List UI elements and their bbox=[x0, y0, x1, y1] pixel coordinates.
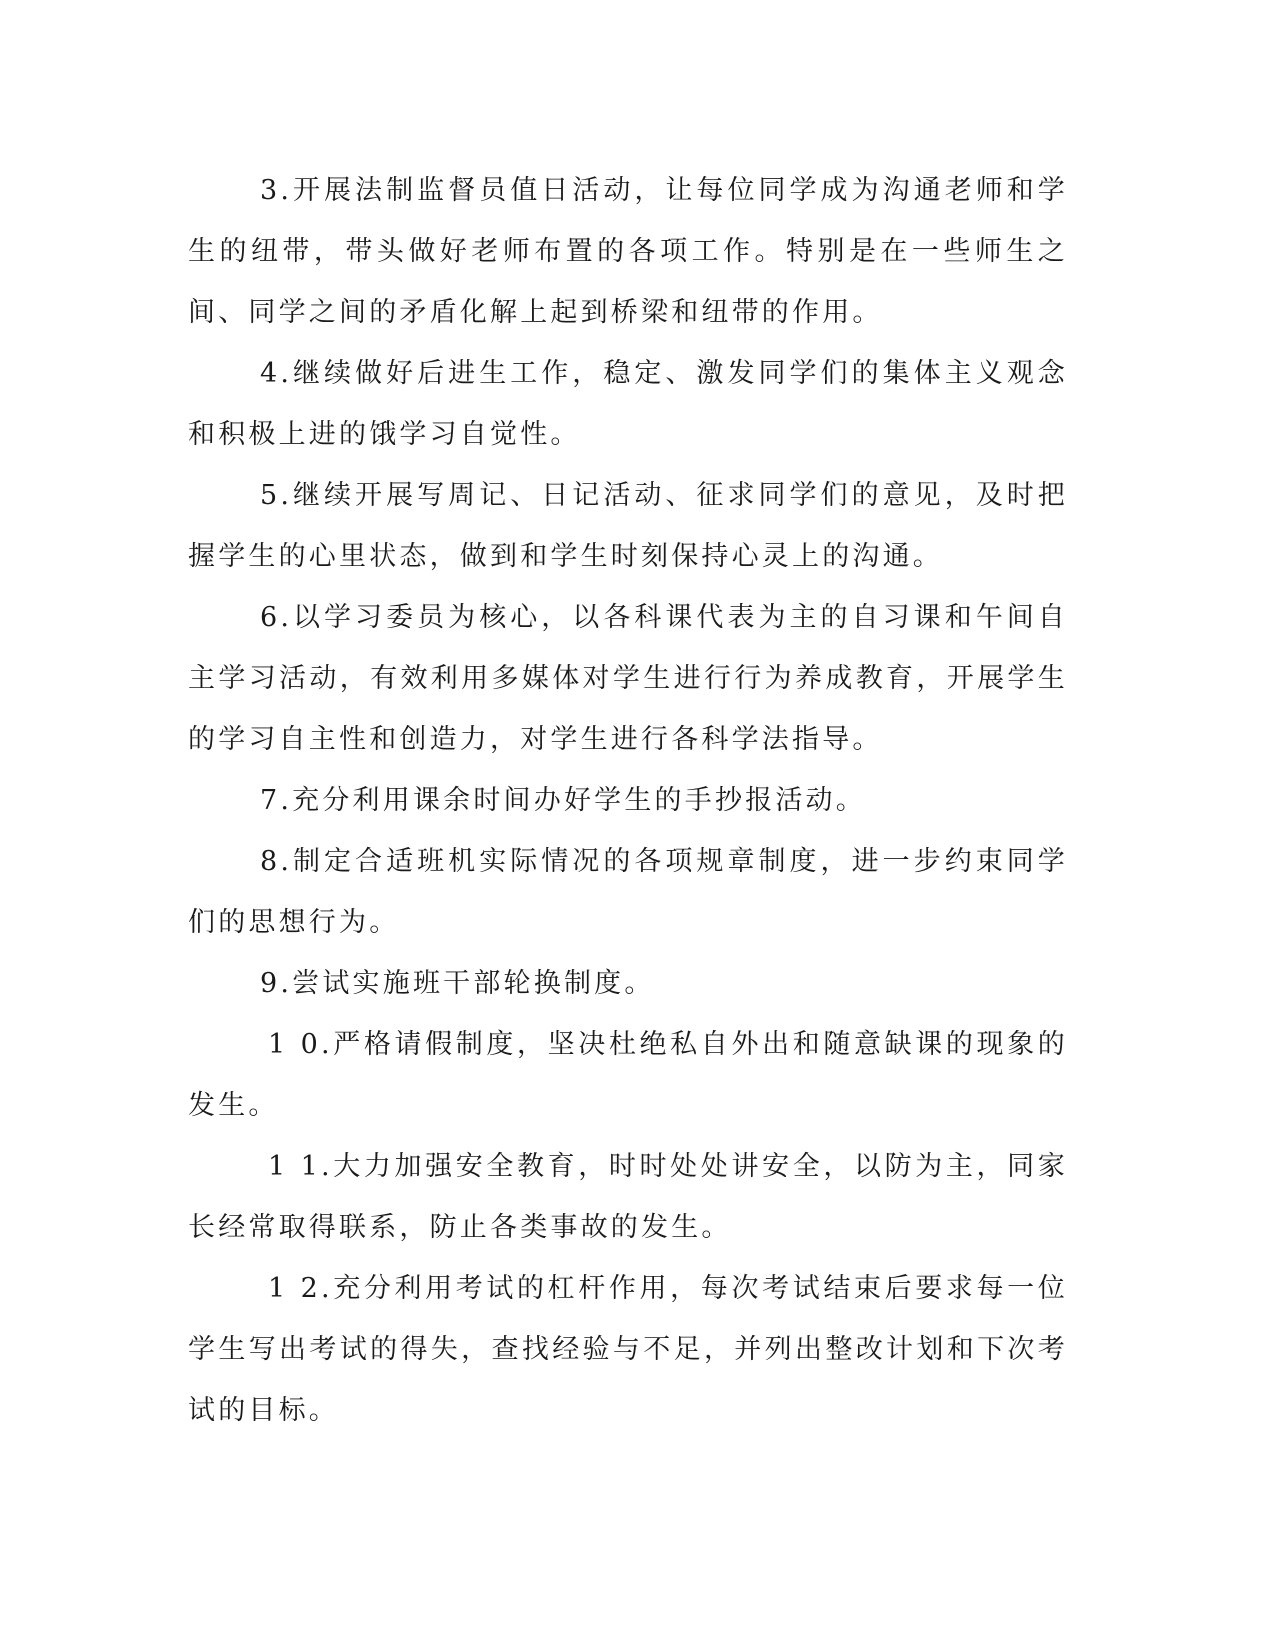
paragraph-item-12: 1 2.充分利用考试的杠杆作用，每次考试结束后要求每一位学生写出考试的得失，查找经验与不足，并列出整改计划和下次考试的目标。 bbox=[188, 1273, 1068, 1426]
paragraph-item-5: 5.继续开展写周记、日记活动、征求同学们的意见，及时把握学生的心里状态，做到和学生时刻保持心灵上的沟通。 bbox=[188, 480, 1068, 572]
paragraph-item-6: 6.以学习委员为核心，以各科课代表为主的自习课和午间自主学习活动，有效利用多媒体对学生进行行为养成教育，开展学生的学习自主性和创造力，对学生进行各科学法指导。 bbox=[188, 602, 1068, 755]
paragraph-item-10: 1 0.严格请假制度，坚决杜绝私自外出和随意缺课的现象的发生。 bbox=[188, 1029, 1068, 1121]
paragraph-item-9: 9.尝试实施班干部轮换制度。 bbox=[260, 968, 655, 999]
paragraph-item-7: 7.充分利用课余时间办好学生的手抄报活动。 bbox=[260, 785, 866, 816]
paragraph-item-11: 1 1.大力加强安全教育，时时处处讲安全，以防为主，同家长经常取得联系，防止各类事故的发生。 bbox=[188, 1151, 1068, 1243]
paragraph-item-4: 4.继续做好后进生工作，稳定、激发同学们的集体主义观念和积极上进的饿学习自觉性。 bbox=[188, 358, 1068, 450]
paragraph-item-8: 8.制定合适班机实际情况的各项规章制度，进一步约束同学们的思想行为。 bbox=[188, 846, 1068, 938]
paragraph-item-3: 3.开展法制监督员值日活动，让每位同学成为沟通老师和学生的纽带，带头做好老师布置的各项工作。特别是在一些师生之间、同学之间的矛盾化解上起到桥梁和纽带的作用。 bbox=[188, 175, 1068, 328]
document-body bbox=[188, 160, 1068, 1441]
